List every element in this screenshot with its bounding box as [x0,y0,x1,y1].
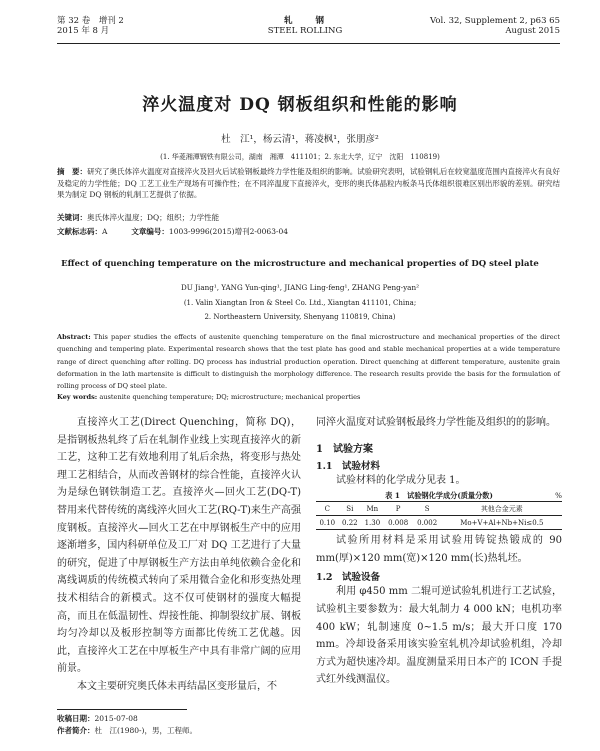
journal-name [220,16,390,36]
doc-code-label: 文献标志码： [57,227,102,236]
keywords-cn [57,212,560,224]
abstract-cn [57,166,560,201]
section-1-heading: 1 试验方案 [316,443,373,455]
left-column [57,414,301,696]
classification-line [57,226,560,238]
journal-name-cn: 轧 钢 [283,16,326,26]
table-1-caption: 表 1 试验钢化学成分(质量分数) [385,491,493,501]
section-1-2-heading: 1.2 试验设备 [316,572,381,584]
table-header-cell: S [413,502,442,516]
footnote-divider [57,709,187,710]
chemical-composition-table [316,501,562,530]
intro-paragraph: 直接淬火工艺(Direct Quenching，简称 DQ)，是指钢板热轧终了后在轧制作业线上实现直接淬火的新工艺，这种工艺有效地利用了轧后余热，将变形与热处理工艺相结合，从而改善钢材的综合性能，直接淬火认为是绿色钢铁制造工艺。直接淬火—回火工艺(DQ-T)替用来代替传统的离线淬火回火工艺(RQ-T)来生产高强度钢板。直接淬火—回火工艺在中厚钢板生产中的应用逐渐增多，国内科研单位及工厂对 DQ 工艺进行了大量的研究，促进了中厚钢板生产方法由单纯依赖合金化和离线调质的传统模式转向了采用微合金化和形变热处理技术相结合的新模式。这不仅可使钢材的强度大幅提高，而且在低温韧性、焊接性能、抑制裂纹扩展、钢板均匀冷却以及板形控制等方面都比传统工艺优越。因此，直接淬火工艺在中厚板生产中具有非常广阔的应用前景。 [57,417,301,675]
authors-en: DU Jiang¹, YANG Yun-qing¹, JIANG Ling-feng¹, ZHANG Peng-yan² [181,283,419,292]
author-bio [57,725,197,737]
right-column [316,414,562,689]
table-1-unit: % [555,491,562,501]
footnote [57,713,197,737]
table-1-caption-row [316,491,562,501]
table-cell: 0.10 [316,516,339,530]
volume-pages-en: Vol. 32, Supplement 2, p63 65 [429,16,560,26]
volume-issue: 第 32 卷 增刊 2 [57,16,124,26]
authors-cn: 杜 江¹，杨云清¹，蒋凌枫¹，张朋彦² [221,134,379,145]
paper-title: 淬火温度对 DQ 钢板组织和性能的影响 [142,95,458,115]
journal-volume-info [57,16,124,36]
abstract-cn-text: 研究了奥氏体淬火温度对直接淬火及回火后试验钢板最终力学性能及组织的影响。试验研究表明，试验钢轧后在较宽温度范围内直接淬火有良好及稳定的力学性能；DQ 工艺工业生产现场有可操作性；在不同淬温度下直接淬火，变形的奥氏体晶粒内板条马氏体组织很难区别出形貌的差别。研究结果为制定 DQ 钢板的轧制工艺提供了依据。 [57,167,560,199]
table-header-cell: C [316,502,339,516]
intro-paragraph-2: 本文主要研究奥氏体未再结晶区变形量后，不 [77,680,277,692]
specimen-text: 试验所用材料是采用试验用铸锭热锻成的 90 mm(厚)×120 mm(宽)×120 mm(长)热轧坯。 [316,535,562,564]
author-bio-value: 杜 江(1980-)，男，工程师。 [94,726,197,735]
table-header-cell: P [384,502,413,516]
abstract-en-text: This paper studies the effects of austenite quenching temperature on the final microstructure and mechanical properties of the direct quenching and tempering plate. Experimental research shows that the test plate has good and stable mechanical properties at a wide temperature range of direct quenching after rolling. DQ process has industrial production operation. Direct quenching at different temperature, austenite grain deformation in the lath martensite is difficult to distinguish the morphology difference. The research results provide the basis for the formulation of rolling process of DQ steel plate. [57,333,560,391]
materials-text: 试验材料的化学成分见表 1。 [336,474,466,486]
publication-date-en: August 2015 [505,26,560,36]
equipment-text: 利用 φ450 mm 二辊可逆试验轧机进行工艺试验，试验机主要参数为：最大轧制力 4 000 kN；电机功率 400 kW；轧制速度 0~1.5 m/s；最大开口度 170 mm。冷却设备采用该实验室轧机冷却试验机组，冷却方式为超快速冷却。温度测量采用日本产的 ICON 手提式红外线测温仪。 [316,586,562,686]
keywords-en-label: Key words: [57,393,98,401]
table-cell: 0.008 [384,516,413,530]
affiliation-cn: (1. 华菱湘潭钢铁有限公司，湖南 湘潭 411101；2. 东北大学，辽宁 沈阳 110819) [160,153,440,161]
journal-name-en: STEEL ROLLING [267,26,343,36]
keywords-cn-text: 奥氏体淬火温度；DQ；组织；力学性能 [87,213,220,222]
table-header-cell: Mn [361,502,384,516]
doc-code-value: A [102,227,108,236]
article-number-value: 1003-9996(2015)增刊2-0063-04 [168,227,289,236]
affiliation-en-1: (1. Valin Xiangtan Iron & Steel Co. Ltd., Xiangtan 411101, China; [183,299,417,307]
keywords-cn-label: 关键词： [57,213,87,222]
publication-date: 2015 年 8 月 [57,26,110,36]
received-value: 2015-07-08 [94,714,138,723]
author-bio-label: 作者简介： [57,726,95,735]
table-cell: Mo+V+Al+Nb+Ni≤0.5 [442,516,562,530]
table-header-row [316,502,562,516]
table-row [316,516,562,530]
abstract-cn-label: 摘 要： [57,167,88,176]
article-number-label: 文章编号： [131,227,169,236]
table-header-cell: 其他合金元素 [442,502,562,516]
received-label: 收稿日期： [57,714,95,723]
table-cell: 1.30 [361,516,384,530]
journal-page-info [430,16,560,36]
continued-paragraph: 同淬火温度对试验钢板最终力学性能及组织的的影响。 [316,417,556,428]
received-date [57,713,197,725]
table-header-cell: Si [339,502,362,516]
section-1-1-heading: 1.1 试验材料 [316,460,381,472]
abstract-en [57,331,560,392]
affiliation-en-2: 2. Northeastern University, Shenyang 110819, China) [204,313,396,321]
abstract-en-label: Abstract: [57,333,91,341]
keywords-en [57,391,560,403]
table-cell: 0.22 [339,516,362,530]
header-divider [57,43,560,44]
paper-title-en: Effect of quenching temperature on the microstructure and mechanical properties of DQ steel plate [61,259,539,269]
keywords-en-text: austenite quenching temperature; DQ; microstructure; mechanical properties [99,393,361,401]
table-cell: 0.002 [413,516,442,530]
